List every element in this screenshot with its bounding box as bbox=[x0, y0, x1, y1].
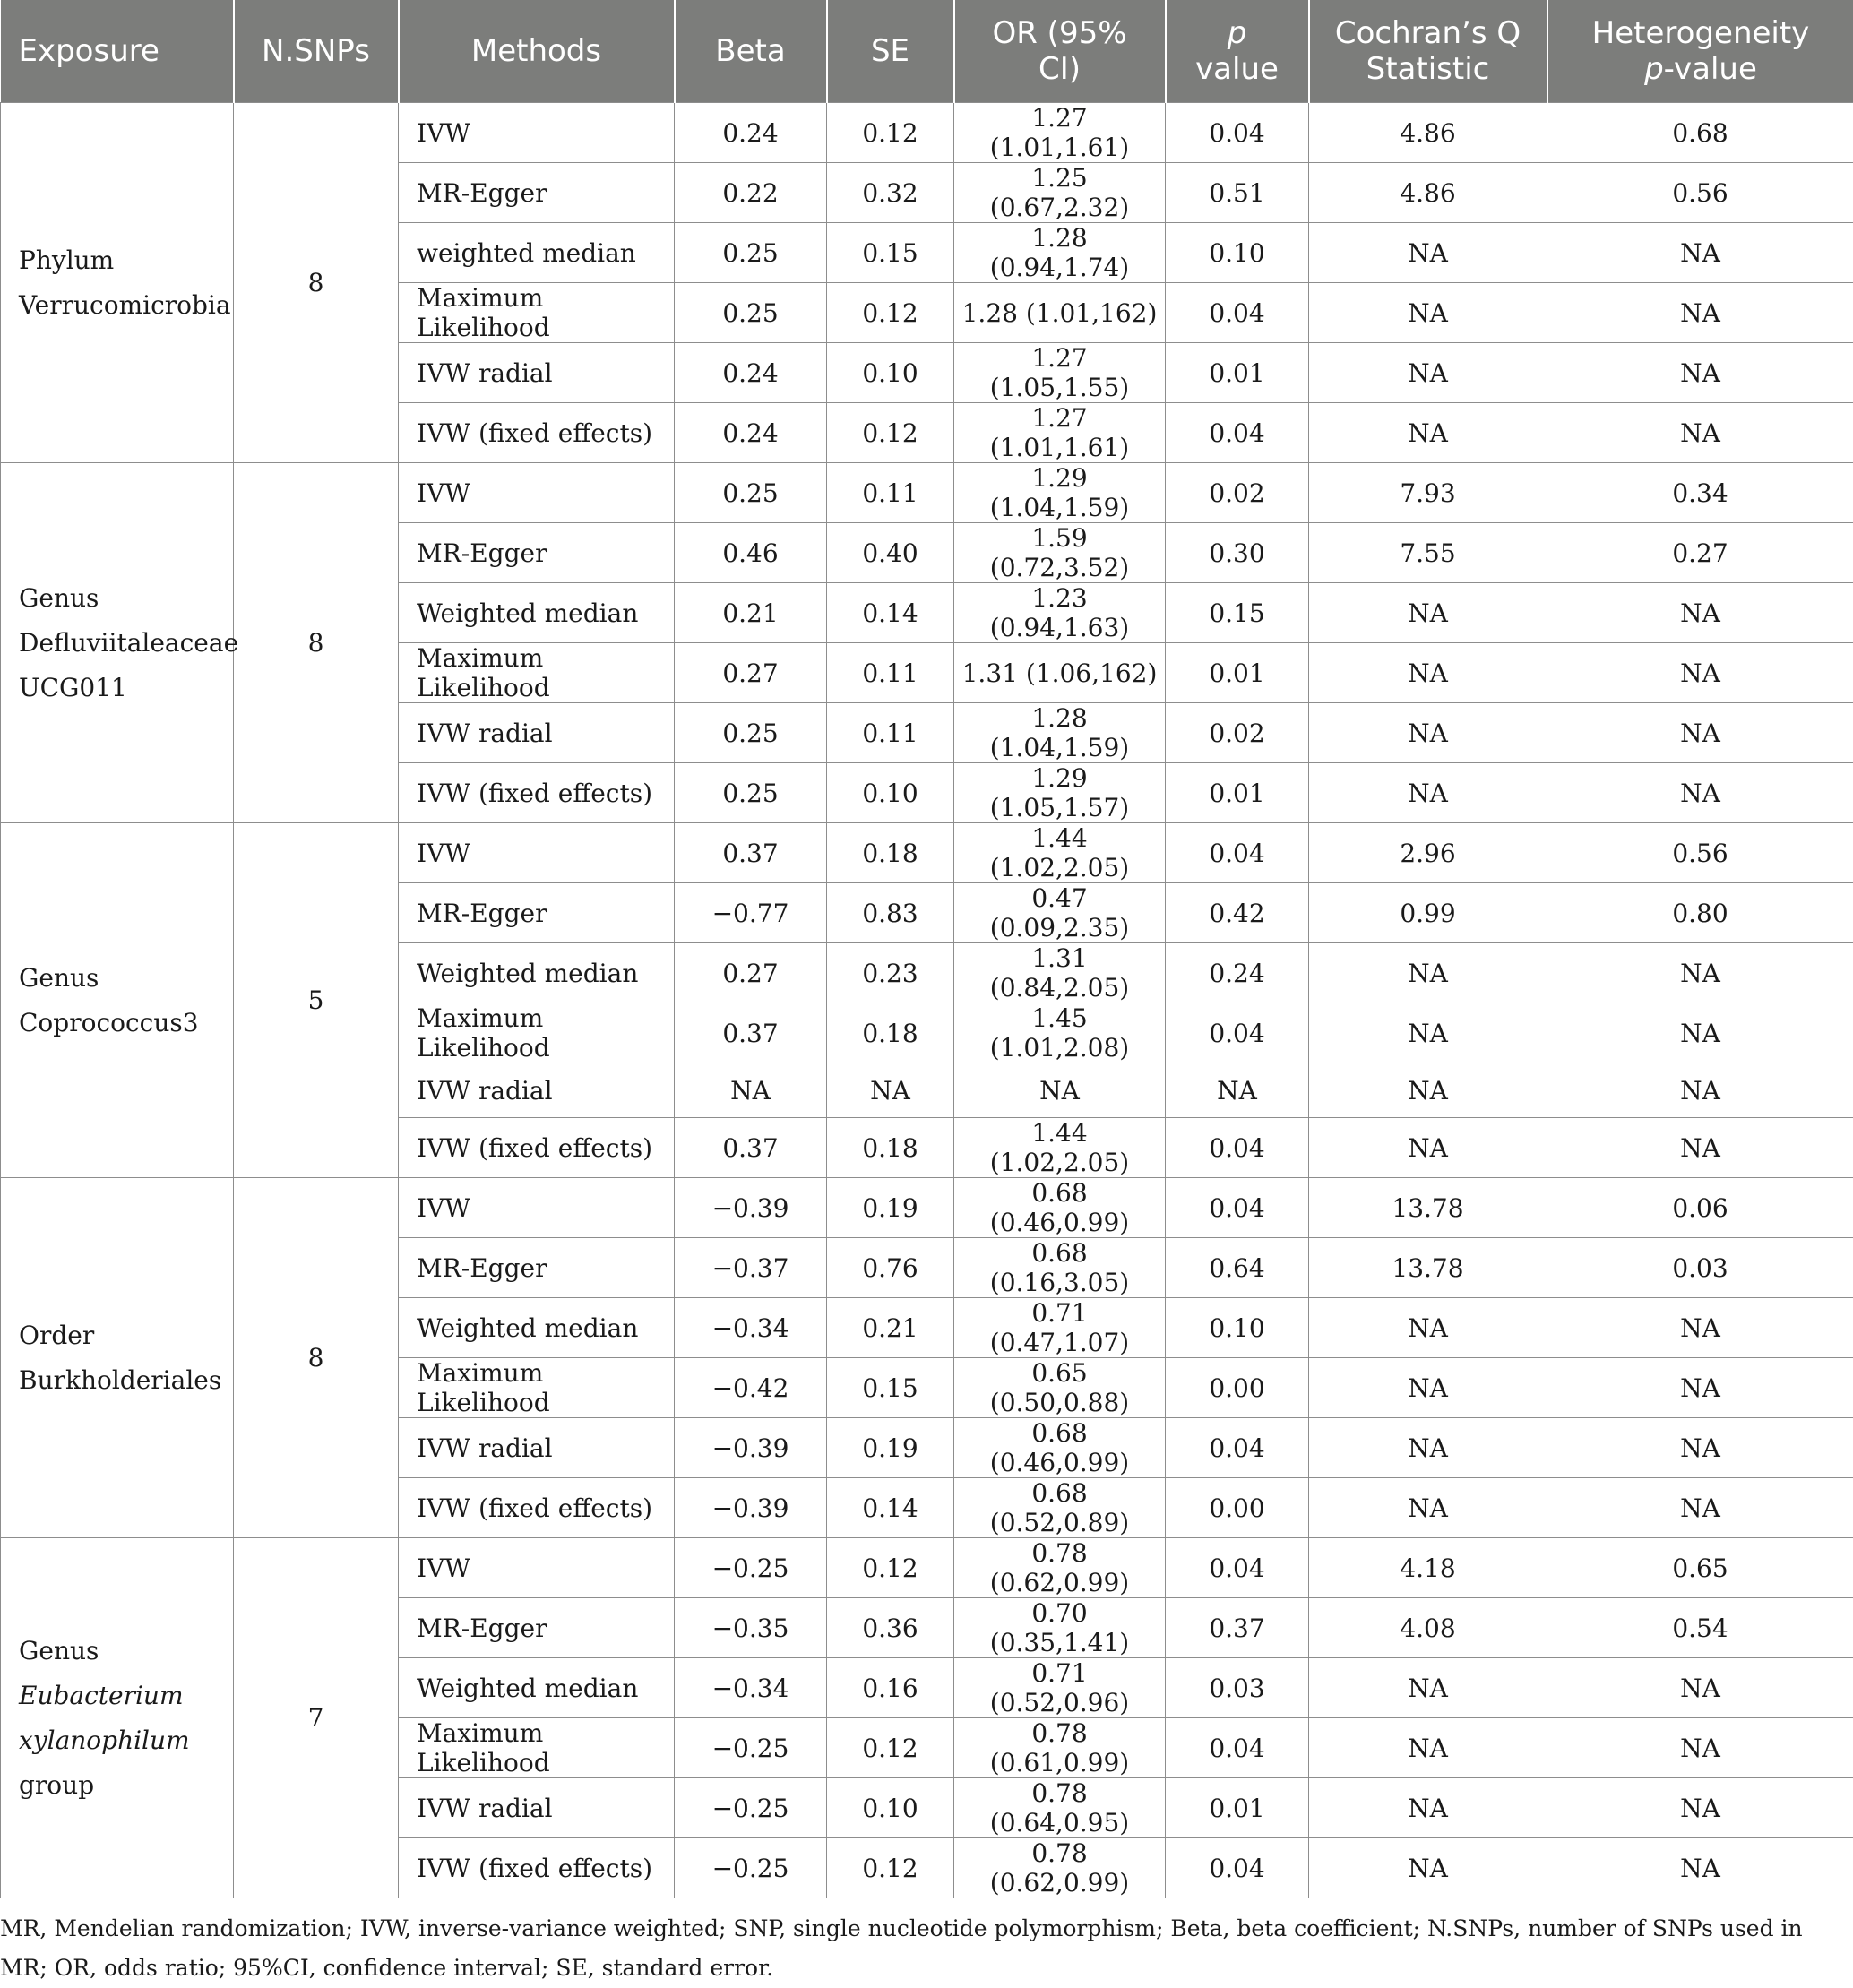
se-cell: 0.16 bbox=[827, 1658, 954, 1718]
beta-cell: −0.25 bbox=[675, 1838, 827, 1898]
p-value-cell: 0.01 bbox=[1166, 643, 1309, 703]
p-value-cell: 0.04 bbox=[1166, 1003, 1309, 1063]
method-cell: Weighted median bbox=[399, 943, 675, 1003]
se-cell: 0.15 bbox=[827, 223, 954, 283]
exposure-name-line: group bbox=[19, 1763, 226, 1808]
or-ci-cell: 1.28 (1.04,1.59) bbox=[954, 703, 1166, 763]
or-ci-cell: 0.68 (0.52,0.89) bbox=[954, 1478, 1166, 1538]
cochran-q-cell: 0.99 bbox=[1309, 883, 1547, 943]
p-value-cell: 0.04 bbox=[1166, 403, 1309, 463]
header-heterogeneity bbox=[1547, 0, 1853, 103]
heterogeneity-p-cell: NA bbox=[1547, 1003, 1853, 1063]
cochran-q-cell: NA bbox=[1309, 1658, 1547, 1718]
exposure-name-line: Eubacterium bbox=[19, 1674, 226, 1718]
header-cochran-q bbox=[1309, 0, 1547, 103]
or-ci-cell: 0.78 (0.61,0.99) bbox=[954, 1718, 1166, 1778]
header-p-line2: value bbox=[1195, 51, 1279, 87]
method-cell: MR-Egger bbox=[399, 1598, 675, 1658]
beta-cell: 0.37 bbox=[675, 1118, 827, 1178]
method-cell: IVW (fixed effects) bbox=[399, 1838, 675, 1898]
heterogeneity-p-cell: NA bbox=[1547, 1298, 1853, 1358]
method-cell: Maximum Likelihood bbox=[399, 1358, 675, 1418]
beta-cell: 0.46 bbox=[675, 523, 827, 583]
or-ci-cell: 1.44 (1.02,2.05) bbox=[954, 1118, 1166, 1178]
p-value-cell: 0.04 bbox=[1166, 1418, 1309, 1478]
method-cell: IVW radial bbox=[399, 343, 675, 403]
heterogeneity-p-cell: NA bbox=[1547, 403, 1853, 463]
cochran-q-cell: NA bbox=[1309, 223, 1547, 283]
beta-cell: 0.25 bbox=[675, 463, 827, 523]
cochran-q-cell: 2.96 bbox=[1309, 823, 1547, 883]
beta-cell: −0.39 bbox=[675, 1178, 827, 1238]
or-ci-cell: 1.27 (1.01,1.61) bbox=[954, 403, 1166, 463]
or-ci-cell: 1.31 (1.06,162) bbox=[954, 643, 1166, 703]
se-cell: 0.11 bbox=[827, 643, 954, 703]
beta-cell: −0.34 bbox=[675, 1298, 827, 1358]
heterogeneity-p-cell: 0.65 bbox=[1547, 1538, 1853, 1598]
method-cell: IVW radial bbox=[399, 703, 675, 763]
p-value-cell: 0.04 bbox=[1166, 1178, 1309, 1238]
p-value-cell: 0.03 bbox=[1166, 1658, 1309, 1718]
cochran-q-cell: NA bbox=[1309, 943, 1547, 1003]
beta-cell: 0.37 bbox=[675, 823, 827, 883]
table-row bbox=[1, 823, 1853, 883]
cochran-q-cell: NA bbox=[1309, 1718, 1547, 1778]
heterogeneity-p-cell: NA bbox=[1547, 1658, 1853, 1718]
header-het-line1: Heterogeneity bbox=[1592, 15, 1810, 51]
exposure-name-line: Burkholderiales bbox=[19, 1358, 226, 1403]
or-ci-cell: 0.68 (0.16,3.05) bbox=[954, 1238, 1166, 1298]
heterogeneity-p-cell: NA bbox=[1547, 1838, 1853, 1898]
beta-cell: 0.25 bbox=[675, 223, 827, 283]
exposure-name-line: Genus bbox=[19, 576, 226, 621]
header-p-line1: p bbox=[1228, 15, 1247, 51]
table-row bbox=[1, 103, 1853, 163]
table-row bbox=[1, 1538, 1853, 1598]
cochran-q-cell: NA bbox=[1309, 703, 1547, 763]
or-ci-cell: 0.47 (0.09,2.35) bbox=[954, 883, 1166, 943]
p-value-cell: 0.04 bbox=[1166, 1118, 1309, 1178]
heterogeneity-p-cell: NA bbox=[1547, 1418, 1853, 1478]
heterogeneity-p-cell: 0.68 bbox=[1547, 103, 1853, 163]
heterogeneity-p-cell: 0.56 bbox=[1547, 823, 1853, 883]
se-cell: 0.18 bbox=[827, 1118, 954, 1178]
p-value-cell: 0.04 bbox=[1166, 1838, 1309, 1898]
se-cell: 0.14 bbox=[827, 1478, 954, 1538]
heterogeneity-p-cell: NA bbox=[1547, 1063, 1853, 1118]
cochran-q-cell: 7.55 bbox=[1309, 523, 1547, 583]
beta-cell: −0.42 bbox=[675, 1358, 827, 1418]
or-ci-cell: 1.59 (0.72,3.52) bbox=[954, 523, 1166, 583]
p-value-cell: 0.00 bbox=[1166, 1478, 1309, 1538]
cochran-q-cell: 4.86 bbox=[1309, 163, 1547, 223]
heterogeneity-p-cell: NA bbox=[1547, 283, 1853, 343]
method-cell: MR-Egger bbox=[399, 163, 675, 223]
method-cell: Maximum Likelihood bbox=[399, 1718, 675, 1778]
exposure-cell bbox=[1, 1538, 234, 1898]
beta-cell: 0.25 bbox=[675, 703, 827, 763]
se-cell: 0.18 bbox=[827, 823, 954, 883]
method-cell: Maximum Likelihood bbox=[399, 283, 675, 343]
se-cell: 0.12 bbox=[827, 1838, 954, 1898]
heterogeneity-p-cell: NA bbox=[1547, 763, 1853, 823]
beta-cell: 0.27 bbox=[675, 943, 827, 1003]
method-cell: Weighted median bbox=[399, 1658, 675, 1718]
or-ci-cell: 0.78 (0.64,0.95) bbox=[954, 1778, 1166, 1838]
beta-cell: 0.24 bbox=[675, 343, 827, 403]
or-ci-cell: 0.78 (0.62,0.99) bbox=[954, 1838, 1166, 1898]
or-ci-cell: 1.28 (1.01,162) bbox=[954, 283, 1166, 343]
exposure-name-line: Defluviitaleaceae bbox=[19, 621, 226, 666]
p-value-cell: 0.37 bbox=[1166, 1598, 1309, 1658]
or-ci-cell: 0.71 (0.47,1.07) bbox=[954, 1298, 1166, 1358]
heterogeneity-p-cell: 0.27 bbox=[1547, 523, 1853, 583]
cochran-q-cell: NA bbox=[1309, 1358, 1547, 1418]
or-ci-cell: 0.65 (0.50,0.88) bbox=[954, 1358, 1166, 1418]
beta-cell: −0.34 bbox=[675, 1658, 827, 1718]
heterogeneity-p-cell: NA bbox=[1547, 1358, 1853, 1418]
cochran-q-cell: NA bbox=[1309, 1418, 1547, 1478]
p-value-cell: 0.04 bbox=[1166, 283, 1309, 343]
cochran-q-cell: NA bbox=[1309, 283, 1547, 343]
header-nsnps: N.SNPs bbox=[234, 0, 399, 103]
heterogeneity-p-cell: 0.34 bbox=[1547, 463, 1853, 523]
beta-cell: 0.37 bbox=[675, 1003, 827, 1063]
beta-cell: 0.24 bbox=[675, 103, 827, 163]
exposure-name-line: Coprococcus3 bbox=[19, 1001, 226, 1046]
p-value-cell: 0.04 bbox=[1166, 103, 1309, 163]
se-cell: 0.12 bbox=[827, 103, 954, 163]
p-value-cell: 0.01 bbox=[1166, 1778, 1309, 1838]
p-value-cell: NA bbox=[1166, 1063, 1309, 1118]
exposure-cell bbox=[1, 1178, 234, 1538]
se-cell: 0.10 bbox=[827, 763, 954, 823]
nsnps-cell: 8 bbox=[234, 463, 399, 823]
method-cell: Maximum Likelihood bbox=[399, 1003, 675, 1063]
nsnps-cell: 5 bbox=[234, 823, 399, 1178]
method-cell: IVW radial bbox=[399, 1778, 675, 1838]
cochran-q-cell: NA bbox=[1309, 583, 1547, 643]
method-cell: IVW (fixed effects) bbox=[399, 403, 675, 463]
header-het-line2-italic: p bbox=[1644, 51, 1664, 87]
cochran-q-cell: 4.08 bbox=[1309, 1598, 1547, 1658]
p-value-cell: 0.15 bbox=[1166, 583, 1309, 643]
cochran-q-cell: NA bbox=[1309, 1478, 1547, 1538]
or-ci-cell: NA bbox=[954, 1063, 1166, 1118]
se-cell: 0.18 bbox=[827, 1003, 954, 1063]
se-cell: 0.23 bbox=[827, 943, 954, 1003]
header-or bbox=[954, 0, 1166, 103]
cochran-q-cell: NA bbox=[1309, 1063, 1547, 1118]
exposure-name-line: Genus bbox=[19, 1629, 226, 1674]
se-cell: 0.14 bbox=[827, 583, 954, 643]
se-cell: 0.12 bbox=[827, 1538, 954, 1598]
p-value-cell: 0.04 bbox=[1166, 1538, 1309, 1598]
or-ci-cell: 1.29 (1.04,1.59) bbox=[954, 463, 1166, 523]
beta-cell: 0.27 bbox=[675, 643, 827, 703]
cochran-q-cell: NA bbox=[1309, 643, 1547, 703]
se-cell: 0.12 bbox=[827, 283, 954, 343]
exposure-name-line: Verrucomicrobia bbox=[19, 283, 226, 328]
header-beta: Beta bbox=[675, 0, 827, 103]
method-cell: Weighted median bbox=[399, 583, 675, 643]
cochran-q-cell: 7.93 bbox=[1309, 463, 1547, 523]
table-footnote: MR, Mendelian randomization; IVW, inverse-variance weighted; SNP, single nucleotide polymorphism; Beta, beta coefficient; N.SNPs, number of SNPs used in MR; OR, odds ratio; 95%CI, confidence interval; SE, standard error. bbox=[0, 1898, 1853, 1988]
cochran-q-cell: NA bbox=[1309, 1003, 1547, 1063]
method-cell: IVW radial bbox=[399, 1063, 675, 1118]
heterogeneity-p-cell: NA bbox=[1547, 343, 1853, 403]
p-value-cell: 0.64 bbox=[1166, 1238, 1309, 1298]
beta-cell: NA bbox=[675, 1063, 827, 1118]
method-cell: IVW bbox=[399, 823, 675, 883]
or-ci-cell: 1.23 (0.94,1.63) bbox=[954, 583, 1166, 643]
header-het-line2-rest: -value bbox=[1664, 51, 1757, 87]
se-cell: 0.10 bbox=[827, 1778, 954, 1838]
exposure-name-line: Order bbox=[19, 1313, 226, 1358]
method-cell: IVW bbox=[399, 103, 675, 163]
method-cell: IVW bbox=[399, 1178, 675, 1238]
header-p-value bbox=[1166, 0, 1309, 103]
method-cell: IVW (fixed effects) bbox=[399, 763, 675, 823]
or-ci-cell: 0.78 (0.62,0.99) bbox=[954, 1538, 1166, 1598]
or-ci-cell: 1.29 (1.05,1.57) bbox=[954, 763, 1166, 823]
method-cell: IVW bbox=[399, 463, 675, 523]
table-body bbox=[1, 103, 1853, 1898]
heterogeneity-p-cell: 0.80 bbox=[1547, 883, 1853, 943]
p-value-cell: 0.30 bbox=[1166, 523, 1309, 583]
or-ci-cell: 0.68 (0.46,0.99) bbox=[954, 1418, 1166, 1478]
heterogeneity-p-cell: NA bbox=[1547, 1118, 1853, 1178]
se-cell: 0.11 bbox=[827, 703, 954, 763]
cochran-q-cell: NA bbox=[1309, 1298, 1547, 1358]
se-cell: 0.36 bbox=[827, 1598, 954, 1658]
heterogeneity-p-cell: NA bbox=[1547, 223, 1853, 283]
heterogeneity-p-cell: 0.03 bbox=[1547, 1238, 1853, 1298]
nsnps-cell: 8 bbox=[234, 103, 399, 463]
beta-cell: 0.24 bbox=[675, 403, 827, 463]
cochran-q-cell: NA bbox=[1309, 1838, 1547, 1898]
header-exposure: Exposure bbox=[1, 0, 234, 103]
or-ci-cell: 1.27 (1.05,1.55) bbox=[954, 343, 1166, 403]
exposure-cell bbox=[1, 103, 234, 463]
beta-cell: 0.25 bbox=[675, 763, 827, 823]
cochran-q-cell: 13.78 bbox=[1309, 1238, 1547, 1298]
beta-cell: −0.39 bbox=[675, 1478, 827, 1538]
heterogeneity-p-cell: 0.54 bbox=[1547, 1598, 1853, 1658]
cochran-q-cell: NA bbox=[1309, 343, 1547, 403]
p-value-cell: 0.24 bbox=[1166, 943, 1309, 1003]
heterogeneity-p-cell: NA bbox=[1547, 643, 1853, 703]
cochran-q-cell: NA bbox=[1309, 763, 1547, 823]
se-cell: 0.15 bbox=[827, 1358, 954, 1418]
method-cell: IVW (fixed effects) bbox=[399, 1478, 675, 1538]
method-cell: IVW radial bbox=[399, 1418, 675, 1478]
header-or-line1: OR (95% bbox=[992, 15, 1126, 51]
method-cell: MR-Egger bbox=[399, 523, 675, 583]
or-ci-cell: 0.71 (0.52,0.96) bbox=[954, 1658, 1166, 1718]
se-cell: 0.12 bbox=[827, 403, 954, 463]
heterogeneity-p-cell: NA bbox=[1547, 1718, 1853, 1778]
heterogeneity-p-cell: NA bbox=[1547, 943, 1853, 1003]
method-cell: Weighted median bbox=[399, 1298, 675, 1358]
se-cell: 0.32 bbox=[827, 163, 954, 223]
method-cell: weighted median bbox=[399, 223, 675, 283]
beta-cell: −0.25 bbox=[675, 1718, 827, 1778]
heterogeneity-p-cell: NA bbox=[1547, 1478, 1853, 1538]
method-cell: IVW (fixed effects) bbox=[399, 1118, 675, 1178]
beta-cell: 0.21 bbox=[675, 583, 827, 643]
or-ci-cell: 0.70 (0.35,1.41) bbox=[954, 1598, 1166, 1658]
se-cell: 0.19 bbox=[827, 1178, 954, 1238]
cochran-q-cell: NA bbox=[1309, 403, 1547, 463]
se-cell: 0.40 bbox=[827, 523, 954, 583]
heterogeneity-p-cell: 0.56 bbox=[1547, 163, 1853, 223]
or-ci-cell: 1.25 (0.67,2.32) bbox=[954, 163, 1166, 223]
se-cell: 0.11 bbox=[827, 463, 954, 523]
se-cell: 0.83 bbox=[827, 883, 954, 943]
p-value-cell: 0.02 bbox=[1166, 463, 1309, 523]
cochran-q-cell: NA bbox=[1309, 1118, 1547, 1178]
or-ci-cell: 0.68 (0.46,0.99) bbox=[954, 1178, 1166, 1238]
method-cell: MR-Egger bbox=[399, 1238, 675, 1298]
header-q-line2: Statistic bbox=[1366, 51, 1490, 87]
se-cell: 0.21 bbox=[827, 1298, 954, 1358]
p-value-cell: 0.42 bbox=[1166, 883, 1309, 943]
cochran-q-cell: 4.86 bbox=[1309, 103, 1547, 163]
method-cell: MR-Egger bbox=[399, 883, 675, 943]
cochran-q-cell: 13.78 bbox=[1309, 1178, 1547, 1238]
cochran-q-cell: 4.18 bbox=[1309, 1538, 1547, 1598]
exposure-name-line: Genus bbox=[19, 956, 226, 1001]
se-cell: NA bbox=[827, 1063, 954, 1118]
heterogeneity-p-cell: 0.06 bbox=[1547, 1178, 1853, 1238]
se-cell: 0.76 bbox=[827, 1238, 954, 1298]
table-row bbox=[1, 1178, 1853, 1238]
p-value-cell: 0.02 bbox=[1166, 703, 1309, 763]
exposure-name-line: Phylum bbox=[19, 238, 226, 283]
nsnps-cell: 8 bbox=[234, 1178, 399, 1538]
heterogeneity-p-cell: NA bbox=[1547, 583, 1853, 643]
se-cell: 0.12 bbox=[827, 1718, 954, 1778]
table-row bbox=[1, 463, 1853, 523]
se-cell: 0.10 bbox=[827, 343, 954, 403]
p-value-cell: 0.10 bbox=[1166, 223, 1309, 283]
exposure-name-line: xylanophilum bbox=[19, 1718, 226, 1763]
p-value-cell: 0.51 bbox=[1166, 163, 1309, 223]
method-cell: Maximum Likelihood bbox=[399, 643, 675, 703]
p-value-cell: 0.04 bbox=[1166, 1718, 1309, 1778]
beta-cell: −0.39 bbox=[675, 1418, 827, 1478]
beta-cell: −0.25 bbox=[675, 1538, 827, 1598]
exposure-cell bbox=[1, 463, 234, 823]
p-value-cell: 0.01 bbox=[1166, 343, 1309, 403]
p-value-cell: 0.04 bbox=[1166, 823, 1309, 883]
or-ci-cell: 1.31 (0.84,2.05) bbox=[954, 943, 1166, 1003]
beta-cell: 0.22 bbox=[675, 163, 827, 223]
heterogeneity-p-cell: NA bbox=[1547, 703, 1853, 763]
exposure-cell bbox=[1, 823, 234, 1178]
nsnps-cell: 7 bbox=[234, 1538, 399, 1898]
or-ci-cell: 1.44 (1.02,2.05) bbox=[954, 823, 1166, 883]
beta-cell: −0.77 bbox=[675, 883, 827, 943]
p-value-cell: 0.00 bbox=[1166, 1358, 1309, 1418]
beta-cell: 0.25 bbox=[675, 283, 827, 343]
method-cell: IVW bbox=[399, 1538, 675, 1598]
header-se: SE bbox=[827, 0, 954, 103]
p-value-cell: 0.10 bbox=[1166, 1298, 1309, 1358]
header-q-line1: Cochran’s Q bbox=[1335, 15, 1521, 51]
p-value-cell: 0.01 bbox=[1166, 763, 1309, 823]
beta-cell: −0.37 bbox=[675, 1238, 827, 1298]
header-or-line2: CI) bbox=[1039, 51, 1081, 87]
header-row bbox=[1, 0, 1853, 103]
beta-cell: −0.25 bbox=[675, 1778, 827, 1838]
beta-cell: −0.35 bbox=[675, 1598, 827, 1658]
se-cell: 0.19 bbox=[827, 1418, 954, 1478]
or-ci-cell: 1.45 (1.01,2.08) bbox=[954, 1003, 1166, 1063]
or-ci-cell: 1.27 (1.01,1.61) bbox=[954, 103, 1166, 163]
header-methods: Methods bbox=[399, 0, 675, 103]
cochran-q-cell: NA bbox=[1309, 1778, 1547, 1838]
exposure-name-line: UCG011 bbox=[19, 666, 226, 710]
or-ci-cell: 1.28 (0.94,1.74) bbox=[954, 223, 1166, 283]
heterogeneity-p-cell: NA bbox=[1547, 1778, 1853, 1838]
